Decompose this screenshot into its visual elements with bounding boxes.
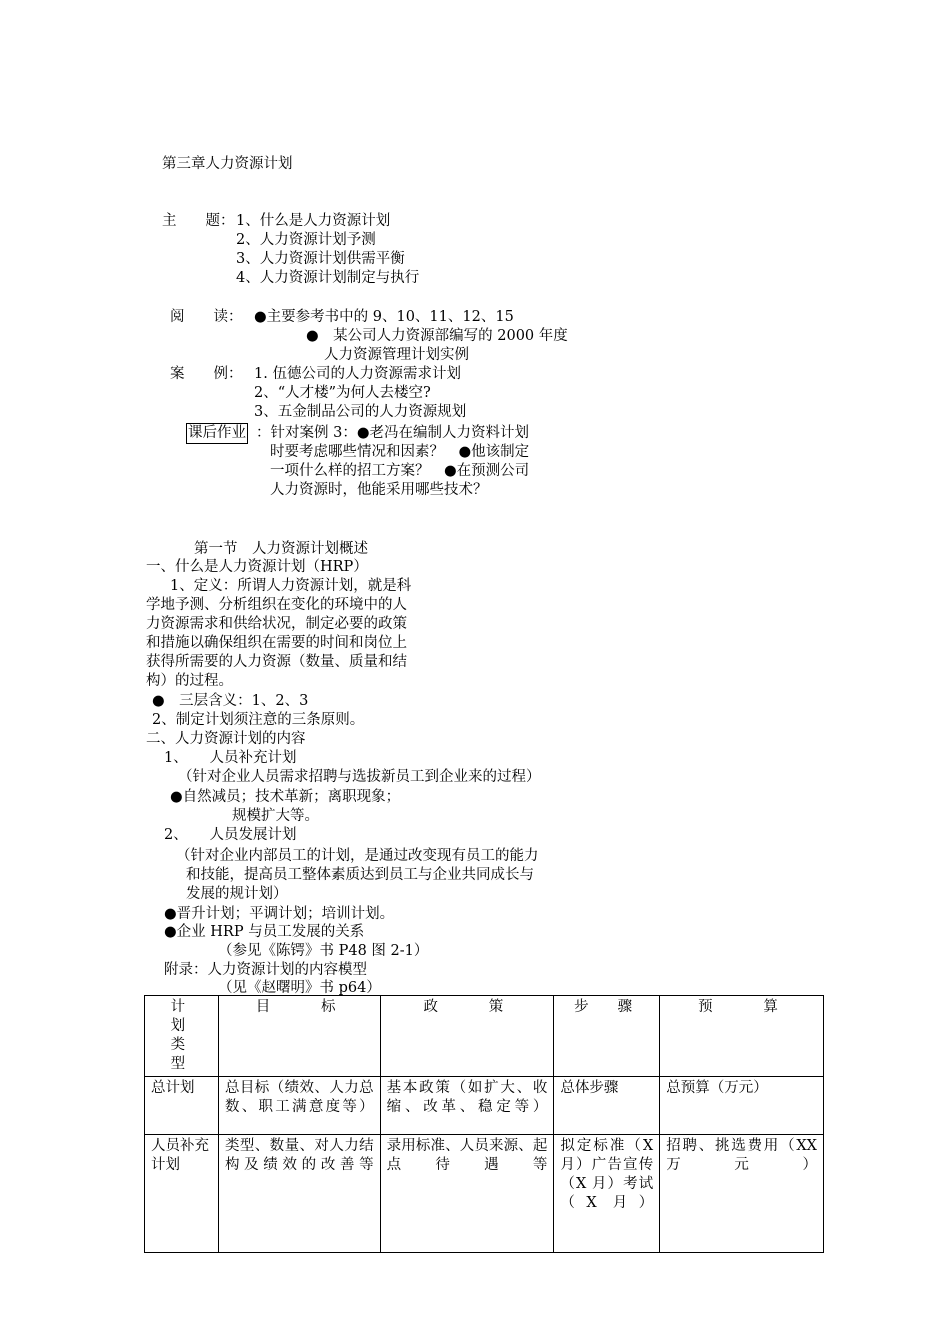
table-row — [145, 1135, 824, 1253]
table-header-cell: 步 骤 — [554, 996, 660, 1077]
table-header-cell: 预 算 — [660, 996, 824, 1077]
topics-label: 主 题： — [162, 213, 235, 229]
homework-line: 时要考虑哪些情况和因素？ ●他该制定 — [270, 444, 530, 460]
case-item: 1. 伍德公司的人力资源需求计划 — [254, 366, 461, 382]
item1-bullet-cont: 规模扩大等。 — [232, 808, 319, 824]
homework-line: 一项什么样的招工方案？ ●在预测公司 — [270, 463, 530, 479]
topic-item: 4、人力资源计划制定与执行 — [236, 270, 420, 286]
topic-item: 3、人力资源计划供需平衡 — [236, 251, 405, 267]
item2-title: 2、 人员发展计划 — [164, 827, 297, 843]
table-cell: 总体步骤 — [554, 1077, 660, 1135]
definition-line: 和措施以确保组织在需要的时间和岗位上 — [146, 635, 407, 651]
table-header-cell: 目 标 — [218, 996, 380, 1077]
homework-line: ：针对案例 3：●老冯在编制人力资料计划 — [256, 425, 529, 441]
table-row — [145, 1077, 824, 1135]
table-cell: 类型、数量、对人力结构及绩效的改善等 — [218, 1135, 380, 1253]
item1-bullet: ●自然减员；技术革新；离职现象； — [170, 789, 401, 805]
appendix: 附录：人力资源计划的内容模型 — [164, 962, 367, 978]
plan-content-table — [144, 995, 824, 1253]
item1-title: 1、 人员补充计划 — [164, 750, 297, 766]
item2-desc-line: （针对企业内部员工的计划，是通过改变现有员工的能力 — [176, 848, 539, 864]
table-cell: 总目标（绩效、人力总数、职工满意度等） — [218, 1077, 380, 1135]
table-cell: 总预算（万元） — [660, 1077, 824, 1135]
topic-item: 1、什么是人力资源计划 — [236, 213, 391, 229]
reading-line: ●主要参考书中的 9、10、11、12、15 — [254, 309, 514, 325]
section-title: 第一节 人力资源计划概述 — [194, 541, 368, 557]
appendix-ref: （见《赵曙明》书 p64） — [218, 980, 381, 996]
case-item: 2、“人才楼”为何人去楼空? — [254, 385, 431, 401]
definition-line: 构）的过程。 — [146, 673, 233, 689]
table-cell: 总计划 — [145, 1077, 219, 1135]
homework-line: 人力资源时，他能采用哪些技术？ — [270, 482, 488, 498]
item1-desc: （针对企业人员需求招聘与选拔新员工到企业来的过程） — [178, 769, 541, 785]
reading-line: ● 某公司人力资源部编写的 2000 年度 — [306, 328, 568, 344]
item2-ref: （参见《陈锷》书 P48 图 2-1） — [218, 943, 429, 959]
principles: 2、制定计划须注意的三条原则。 — [152, 712, 365, 728]
table-cell: 基本政策（如扩大、收缩、改革、稳定等） — [380, 1077, 554, 1135]
table-header-cell: 计 划 类 型 — [145, 996, 219, 1077]
table-header-row — [145, 996, 824, 1077]
item2-bullet: ●晋升计划；平调计划；培训计划。 — [164, 906, 395, 922]
case-item: 3、五金制品公司的人力资源规划 — [254, 404, 467, 420]
table-header-cell: 政 策 — [380, 996, 554, 1077]
item2-bullet: ●企业 HRP 与员工发展的关系 — [164, 924, 365, 940]
heading-2: 二、人力资源计划的内容 — [146, 731, 306, 747]
definition-line: 1、定义：所谓人力资源计划，就是科 — [170, 578, 412, 594]
cases-label: 案 例： — [170, 366, 243, 382]
table-cell: 招聘、挑选费用（XX 万元） — [660, 1135, 824, 1253]
reading-line: 人力资源管理计划实例 — [324, 347, 469, 363]
item2-desc-line: 和技能，提高员工整体素质达到员工与企业共同成长与 — [186, 867, 534, 883]
reading-label: 阅 读： — [170, 309, 243, 325]
table-cell: 人员补充计划 — [145, 1135, 219, 1253]
topic-item: 2、人力资源计划予测 — [236, 232, 376, 248]
heading-1: 一、什么是人力资源计划（HRP） — [146, 559, 368, 575]
definition-line: 获得所需要的人力资源（数量、质量和结 — [146, 654, 407, 670]
homework-label: 课后作业 — [186, 423, 248, 444]
item2-desc-line: 发展的规计划） — [186, 886, 288, 902]
three-levels: ● 三层含义：1、2、3 — [152, 693, 309, 709]
definition-line: 力资源需求和供给状况，制定必要的政策 — [146, 616, 407, 632]
chapter-title: 第三章人力资源计划 — [162, 156, 293, 172]
table-cell: 拟定标准（X 月）广告宣传（X 月）考试（X 月） — [554, 1135, 660, 1253]
table-cell: 录用标准、人员来源、起点待遇等 — [380, 1135, 554, 1253]
definition-line: 学地予测、分析组织在变化的环境中的人 — [146, 597, 407, 613]
